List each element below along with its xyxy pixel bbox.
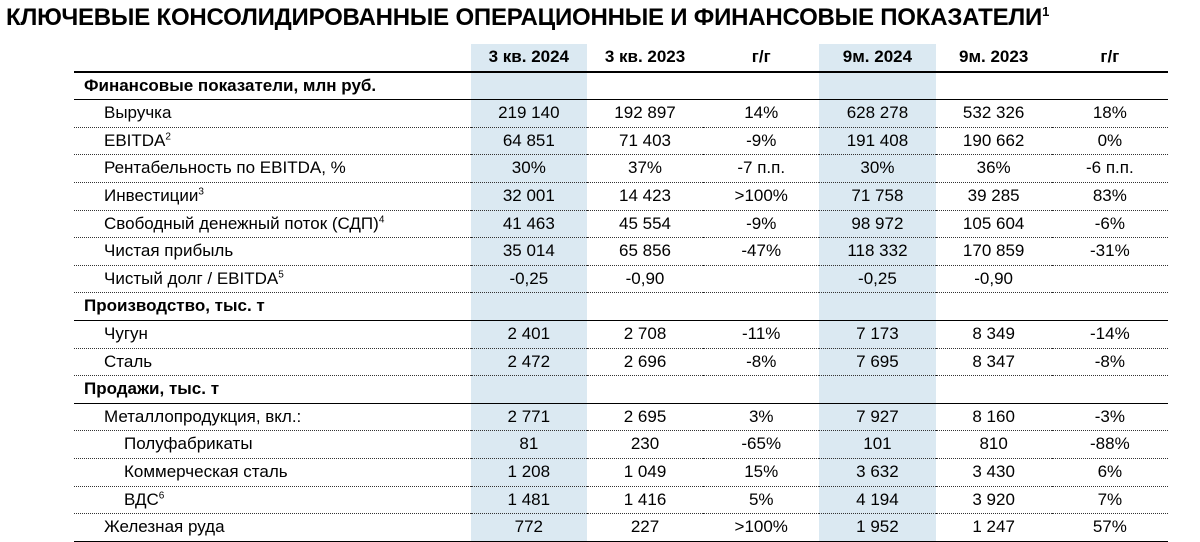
row-label: Выручка (104, 103, 172, 123)
row-label: EBITDA (104, 130, 166, 150)
value-cell: -8% (703, 348, 819, 376)
value-cell: 3% (703, 403, 819, 431)
section-empty-cell (471, 72, 587, 100)
section-empty-cell (1052, 376, 1168, 404)
row-label-cell (74, 155, 471, 183)
value-cell: 18% (1052, 100, 1168, 128)
row-label: Чистая прибыль (104, 241, 234, 261)
value-cell: 170 859 (936, 238, 1052, 266)
value-cell: 3 430 (936, 458, 1052, 486)
value-cell: 14% (703, 100, 819, 128)
value-cell: 810 (936, 431, 1052, 459)
section-empty-cell (936, 293, 1052, 321)
column-header: 9м. 2024 (819, 44, 935, 72)
value-cell: 219 140 (471, 100, 587, 128)
value-cell: 81 (471, 431, 587, 459)
value-cell: 45 554 (587, 210, 703, 238)
table-row (74, 320, 1168, 348)
table-row (74, 348, 1168, 376)
value-cell: 2 708 (587, 320, 703, 348)
value-cell: 192 897 (587, 100, 703, 128)
value-cell: 227 (587, 514, 703, 542)
value-cell: 35 014 (471, 238, 587, 266)
section-empty-cell (587, 376, 703, 404)
row-label: Сталь (104, 351, 153, 371)
row-label-cell (74, 486, 471, 514)
table-row (74, 155, 1168, 183)
section-empty-cell (1052, 72, 1168, 100)
value-cell: 98 972 (819, 210, 935, 238)
value-cell: -47% (703, 238, 819, 266)
value-cell: 71 403 (587, 127, 703, 155)
section-empty-cell (471, 376, 587, 404)
section-empty-cell (936, 72, 1052, 100)
kpi-table (74, 44, 1168, 542)
footnote-marker: 6 (158, 489, 165, 501)
value-cell: >100% (703, 514, 819, 542)
value-cell: -0,25 (471, 265, 587, 293)
row-label-cell (74, 514, 471, 542)
value-cell: 39 285 (936, 182, 1052, 210)
section-empty-cell (936, 376, 1052, 404)
value-cell: 7 173 (819, 320, 935, 348)
row-label-cell (74, 238, 471, 266)
value-cell (703, 265, 819, 293)
value-cell: -3% (1052, 403, 1168, 431)
row-label: Чугун (104, 323, 148, 343)
value-cell: -31% (1052, 238, 1168, 266)
value-cell: 1 952 (819, 514, 935, 542)
header-label-cell (74, 44, 471, 72)
value-cell: -7 п.п. (703, 155, 819, 183)
table-row (74, 431, 1168, 459)
row-label: Коммерческая сталь (124, 461, 288, 481)
value-cell: -0,90 (936, 265, 1052, 293)
table-row (74, 127, 1168, 155)
value-cell: 101 (819, 431, 935, 459)
section-empty-cell (1052, 293, 1168, 321)
row-label-cell (74, 182, 471, 210)
section-header-row (74, 293, 1168, 321)
value-cell: 191 408 (819, 127, 935, 155)
table-row (74, 182, 1168, 210)
value-cell: 7 927 (819, 403, 935, 431)
value-cell: 7 695 (819, 348, 935, 376)
value-cell: 4 194 (819, 486, 935, 514)
row-label-cell (74, 348, 471, 376)
row-label-cell (74, 458, 471, 486)
value-cell: 2 472 (471, 348, 587, 376)
row-label: Металлопродукция, вкл.: (104, 406, 302, 426)
row-label-cell (74, 265, 471, 293)
footnote-marker: 3 (198, 186, 204, 198)
value-cell: 1 247 (936, 514, 1052, 542)
table-body (74, 72, 1168, 542)
value-cell: 8 349 (936, 320, 1052, 348)
value-cell: 8 160 (936, 403, 1052, 431)
value-cell: 64 851 (471, 127, 587, 155)
table-row (74, 100, 1168, 128)
value-cell: 57% (1052, 514, 1168, 542)
value-cell: 3 920 (936, 486, 1052, 514)
footnote-marker: 4 (378, 213, 385, 225)
value-cell: 105 604 (936, 210, 1052, 238)
value-cell: 8 347 (936, 348, 1052, 376)
value-cell (1052, 265, 1168, 293)
page-title (6, 4, 1049, 32)
row-label: Полуфабрикаты (124, 434, 253, 454)
value-cell: -9% (703, 127, 819, 155)
section-header-row (74, 376, 1168, 404)
value-cell: 772 (471, 514, 587, 542)
value-cell: 30% (471, 155, 587, 183)
row-label: Инвестиции (104, 185, 199, 205)
value-cell: 65 856 (587, 238, 703, 266)
value-cell: 2 771 (471, 403, 587, 431)
table-row (74, 210, 1168, 238)
value-cell: 118 332 (819, 238, 935, 266)
section-empty-cell (819, 72, 935, 100)
section-header-row (74, 72, 1168, 100)
table-header-row (74, 44, 1168, 72)
value-cell: 14 423 (587, 182, 703, 210)
value-cell: 32 001 (471, 182, 587, 210)
value-cell: -6% (1052, 210, 1168, 238)
value-cell: 628 278 (819, 100, 935, 128)
value-cell: -8% (1052, 348, 1168, 376)
section-empty-cell (819, 293, 935, 321)
section-title: Финансовые показатели, млн руб. (74, 72, 471, 100)
value-cell: 41 463 (471, 210, 587, 238)
value-cell: 6% (1052, 458, 1168, 486)
value-cell: 1 208 (471, 458, 587, 486)
section-empty-cell (703, 376, 819, 404)
row-label: Свободный денежный поток (СДП) (104, 213, 379, 233)
value-cell: -9% (703, 210, 819, 238)
value-cell: -0,25 (819, 265, 935, 293)
row-label: ВДС (124, 489, 159, 509)
value-cell: 3 632 (819, 458, 935, 486)
value-cell: 30% (819, 155, 935, 183)
value-cell: 5% (703, 486, 819, 514)
row-label: Чистый долг / EBITDA (104, 268, 279, 288)
value-cell: 0% (1052, 127, 1168, 155)
value-cell: 71 758 (819, 182, 935, 210)
section-empty-cell (471, 293, 587, 321)
table-row (74, 403, 1168, 431)
section-empty-cell (703, 72, 819, 100)
value-cell: 2 695 (587, 403, 703, 431)
section-empty-cell (703, 293, 819, 321)
value-cell: -14% (1052, 320, 1168, 348)
row-label-cell (74, 403, 471, 431)
table-row (74, 238, 1168, 266)
value-cell: 2 401 (471, 320, 587, 348)
row-label-cell (74, 320, 471, 348)
value-cell: 2 696 (587, 348, 703, 376)
value-cell: 1 049 (587, 458, 703, 486)
value-cell: 1 481 (471, 486, 587, 514)
value-cell: 230 (587, 431, 703, 459)
row-label-cell (74, 210, 471, 238)
row-label: Железная руда (104, 517, 225, 537)
value-cell: -65% (703, 431, 819, 459)
column-header: 3 кв. 2024 (471, 44, 587, 72)
table-row (74, 486, 1168, 514)
section-title: Продажи, тыс. т (74, 376, 471, 404)
column-header: г/г (1052, 44, 1168, 72)
row-label-cell (74, 431, 471, 459)
value-cell: -88% (1052, 431, 1168, 459)
value-cell: 36% (936, 155, 1052, 183)
section-empty-cell (587, 72, 703, 100)
table-row (74, 458, 1168, 486)
column-header: 3 кв. 2023 (587, 44, 703, 72)
value-cell: 37% (587, 155, 703, 183)
value-cell: 15% (703, 458, 819, 486)
column-header: 9м. 2023 (936, 44, 1052, 72)
value-cell: 7% (1052, 486, 1168, 514)
value-cell: -11% (703, 320, 819, 348)
section-title: Производство, тыс. т (74, 293, 471, 321)
table-row (74, 265, 1168, 293)
value-cell: -6 п.п. (1052, 155, 1168, 183)
section-empty-cell (819, 376, 935, 404)
table-row (74, 514, 1168, 542)
page-title-text: КЛЮЧЕВЫЕ КОНСОЛИДИРОВАННЫЕ ОПЕРАЦИОННЫЕ И ФИНАНСОВЫЕ ПОКАЗАТЕЛИ (6, 4, 1043, 31)
footnote-marker: 5 (278, 269, 284, 281)
footnote-marker: 2 (165, 131, 171, 143)
value-cell: 190 662 (936, 127, 1052, 155)
value-cell: 532 326 (936, 100, 1052, 128)
column-header: г/г (703, 44, 819, 72)
row-label-cell (74, 100, 471, 128)
value-cell: >100% (703, 182, 819, 210)
value-cell: -0,90 (587, 265, 703, 293)
section-empty-cell (587, 293, 703, 321)
title-footnote-marker: 1 (1042, 4, 1050, 19)
row-label: Рентабельность по EBITDA, % (104, 158, 346, 178)
row-label-cell (74, 127, 471, 155)
value-cell: 83% (1052, 182, 1168, 210)
value-cell: 1 416 (587, 486, 703, 514)
